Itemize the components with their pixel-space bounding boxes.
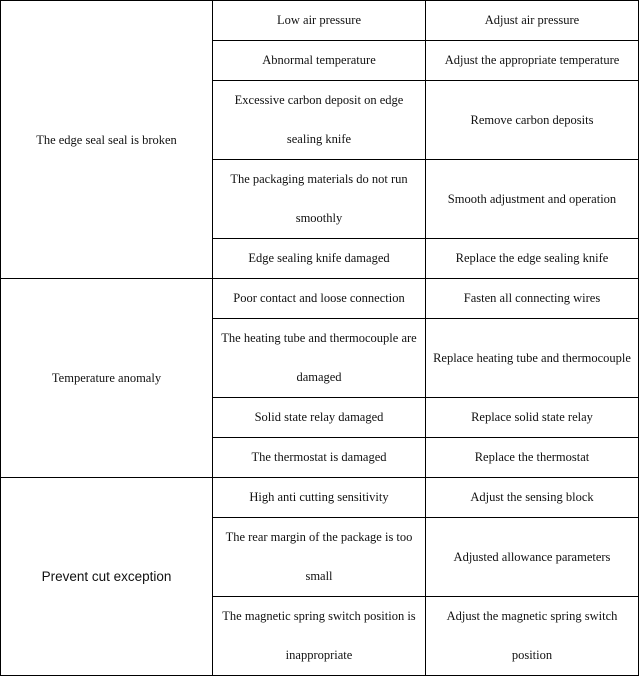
solution-cell: Remove carbon deposits xyxy=(426,81,639,160)
fault-cell: Prevent cut exception xyxy=(1,478,213,676)
solution-cell: Replace solid state relay xyxy=(426,398,639,438)
cause-cell: Abnormal temperature xyxy=(213,41,426,81)
cause-cell: The packaging materials do not run smoothly xyxy=(213,160,426,239)
solution-cell: Replace heating tube and thermocouple xyxy=(426,319,639,398)
cause-cell: The rear margin of the package is too small xyxy=(213,518,426,597)
solution-cell: Adjust the magnetic spring switch position xyxy=(426,597,639,676)
table-row xyxy=(1,478,639,518)
solution-cell: Replace the edge sealing knife xyxy=(426,239,639,279)
cause-cell: Low air pressure xyxy=(213,1,426,41)
cause-cell: High anti cutting sensitivity xyxy=(213,478,426,518)
cause-cell: Poor contact and loose connection xyxy=(213,279,426,319)
table-row xyxy=(1,279,639,319)
cause-cell: The heating tube and thermocouple are damaged xyxy=(213,319,426,398)
fault-cell: Temperature anomaly xyxy=(1,279,213,478)
fault-cell: The edge seal seal is broken xyxy=(1,1,213,279)
cause-cell: Excessive carbon deposit on edge sealing knife xyxy=(213,81,426,160)
cause-cell: Edge sealing knife damaged xyxy=(213,239,426,279)
solution-cell: Smooth adjustment and operation xyxy=(426,160,639,239)
cause-cell: The magnetic spring switch position is inappropriate xyxy=(213,597,426,676)
solution-cell: Fasten all connecting wires xyxy=(426,279,639,319)
table-row xyxy=(1,1,639,41)
solution-cell: Adjust the appropriate temperature xyxy=(426,41,639,81)
solution-cell: Adjust the sensing block xyxy=(426,478,639,518)
solution-cell: Replace the thermostat xyxy=(426,438,639,478)
cause-cell: The thermostat is damaged xyxy=(213,438,426,478)
solution-cell: Adjusted allowance parameters xyxy=(426,518,639,597)
cause-cell: Solid state relay damaged xyxy=(213,398,426,438)
solution-cell: Adjust air pressure xyxy=(426,1,639,41)
